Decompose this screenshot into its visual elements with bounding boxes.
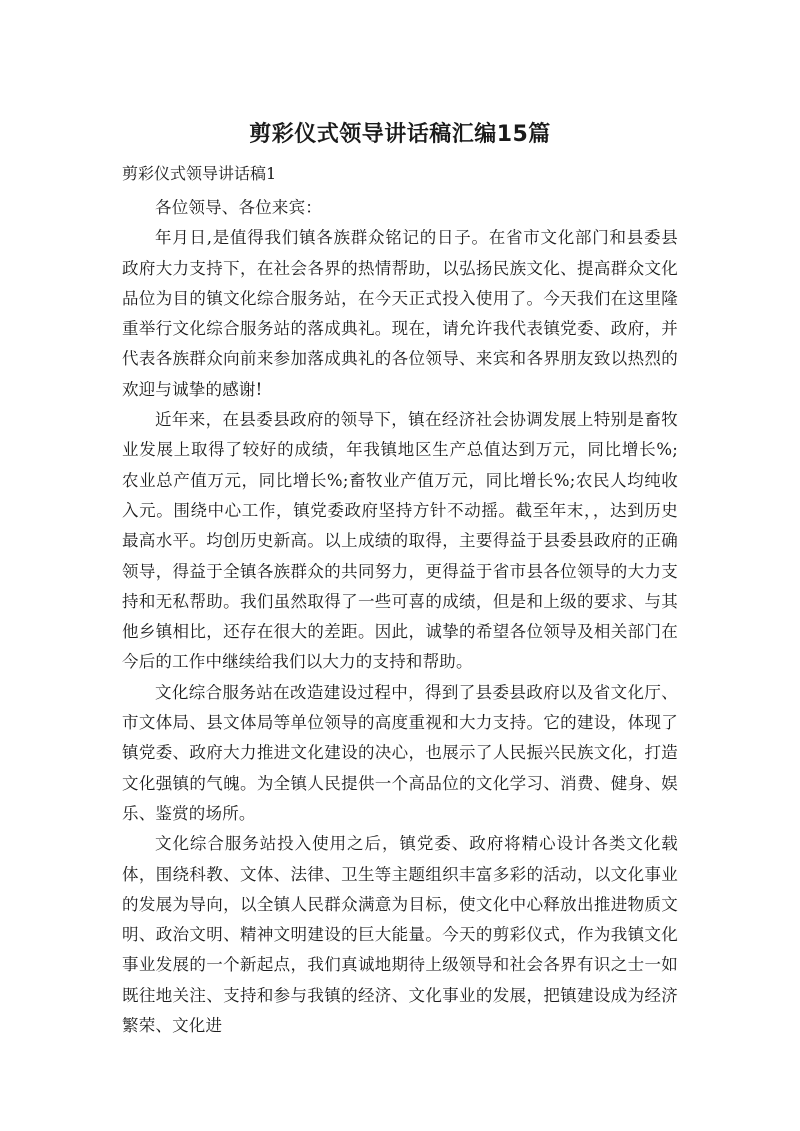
paragraph: 年月日,是值得我们镇各族群众铭记的日子。在省市文化部门和县委县政府大力支持下，在社会各界的热情帮助，以弘扬民族文化、提高群众文化品位为目的镇文化综合服务站，在今天正式投入使用了。今天我们在这里隆重举行文化综合服务站的落成典礼。现在，请允许我代表镇党委、政府，并代表各族群众向前来参加落成典礼的各位领导、来宾和各界朋友致以热烈的欢迎与诚挚的感谢! — [122, 228, 678, 399]
speech-body — [122, 193, 678, 1041]
paragraph-greeting: 各位领导、各位来宾： — [155, 198, 322, 217]
paragraph: 文化综合服务站在改造建设过程中，得到了县委县政府以及省文化厅、市文体局、县文体局等单位领导的高度重视和大力支持。它的建设，体现了镇党委、政府大力推进文化建设的决心，也展示了人民振兴民族文化，打造文化强镇的气魄。为全镇人民提供一个高品位的文化学习、消费、健身、娱乐、鉴赏的场所。 — [122, 682, 678, 823]
document-title: 剪彩仪式领导讲话稿汇编15篇 — [249, 122, 551, 147]
paragraph: 文化综合服务站投入使用之后，镇党委、政府将精心设计各类文化载体，围绕科教、文体、法律、卫生等主题组织丰富多彩的活动，以文化事业的发展为导向，以全镇人民群众满意为目标，使文化中心释放出推进物质文明、政治文明、精神文明建设的巨大能量。今天的剪彩仪式，作为我镇文化事业发展的一个新起点，我们真诚地期待上级领导和社会各界有识之士一如既往地关注、支持和参与我镇的经济、文化事业的发展，把镇建设成为经济繁荣、文化进 — [122, 834, 678, 1036]
paragraph: 近年来，在县委县政府的领导下，镇在经济社会协调发展上特别是畜牧业发展上取得了较好的成绩，年我镇地区生产总值达到万元，同比增长%;农业总产值万元，同比增长%;畜牧业产值万元，同比增长%;农民人均纯收入元。围绕中心工作，镇党委政府坚持方针不动摇。截至年末，，达到历史最高水平。均创历史新高。以上成绩的取得，主要得益于县委县政府的正确领导，得益于全镇各族群众的共同努力，更得益于省市县各位领导的大力支持和无私帮助。我们虽然取得了一些可喜的成绩，但是和上级的要求、与其他乡镇相比，还存在很大的差距。因此，诚挚的希望各位领导及相关部门在今后的工作中继续给我们以大力的支持和帮助。 — [122, 410, 678, 672]
speech-subtitle: 剪彩仪式领导讲话稿1 — [122, 164, 277, 183]
